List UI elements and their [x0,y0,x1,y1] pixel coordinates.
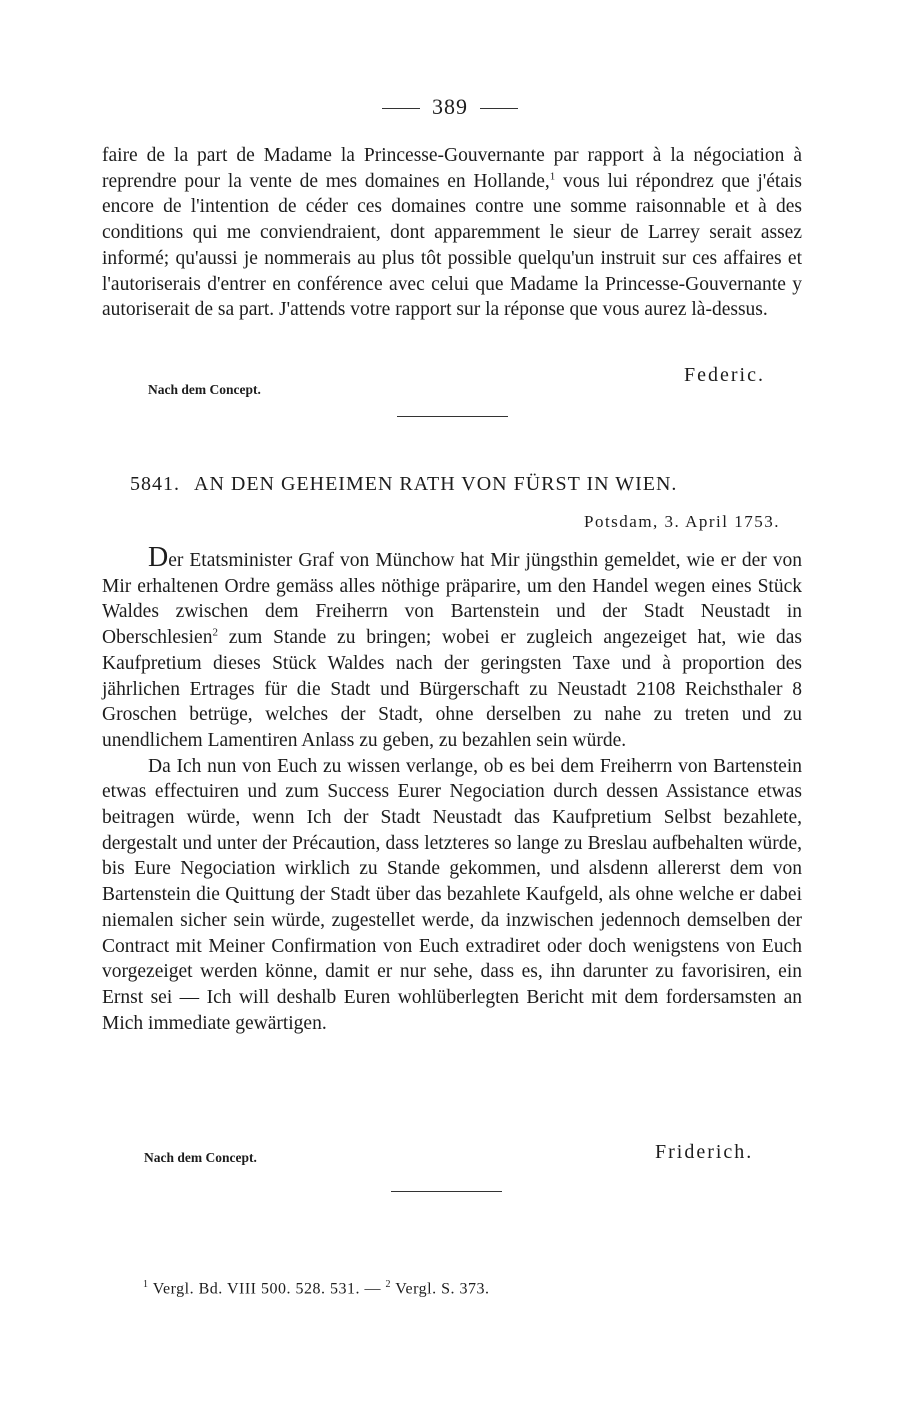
letter1-text-cont: vous lui répondrez que j'étais encore de l'intention de céder ces domaines contre une somme raisonnable et à des conditions qui me conviendraient, dont apparemment le sieur de Larrey serait assez informé; qu'aussi je nommerais au plus tôt possible quelqu'un instruit sur ces affaires et l'autoriserais d'entrer en conférence avec celui que Madame la Princesse-Gouvernante y autoriserait de sa part. J'attends votre rapport sur la réponse que vous aurez là-dessus. [102,170,802,321]
letter-title: AN DEN GEHEIMEN RATH VON FÜRST IN WIEN. [194,473,678,495]
letter-number: 5841. [130,473,180,495]
page-header [0,94,900,120]
footnote-ref-2: 2 [212,626,218,639]
place-date: Potsdam, 3. April 1753. [583,512,780,531]
separator-rule-2 [391,1191,502,1192]
header-dash-left [382,108,420,109]
letter1-text: faire de la part de Madame la Princesse-Gouvernante par rapport à la négociation à reprendre pour la vente de mes domaines en Hollande, [102,145,802,192]
footnote-ref-1: 1 [549,170,556,183]
separator-rule-1 [397,416,508,417]
letter1-body [102,143,802,323]
footnote-2-marker: 2 [385,1279,392,1290]
letter2-para1-cont: zum Stande zu bringen; wobei er zugleich angezeiget hat, wie das Kaufpretium dieses Stück Waldes nach der geringsten Taxe und à proportion des jährlichen Ertrages für die Stadt und Bürgerschaft zu Neustadt 2108 Reichsthaler 8 Groschen betrüge, welches der Stadt, ohne derselben zu nahe zu treten und zu unendlichem Lamentiren Anlass zu geben, zu bezahlen sein würde. [102,627,802,751]
letter1-source-note: Nach dem Concept. [148,382,261,397]
footnote-1-marker: 1 [143,1279,149,1290]
footnotes [143,1279,490,1298]
letter2-paragraph-2: Da Ich nun von Euch zu wissen verlange, ob es bei dem Freiherrn von Bartenstein etwas effectuiren und zum Success Eurer Negociation durch dessen Assistance etwas beitragen würde, wenn Ich der Stadt Neustadt das Kaufpretium Selbst bezahlete, dergestalt und unter der Précaution, dass letzteres so lange zu Breslau aufbehalten würde, bis Eure Negociation wirklich zu Stande gekommen, und alsdenn allererst dem von Bartenstein die Quittung der Stadt über das bezahlete Kaufgeld, als ohne welche er dabei niemalen sicher sein würde, zugestellet werde, da inzwischen jedennoch demselben der Contract mit Meiner Confirmation von Euch extradiret oder doch wenigstens von Euch vorgezeiget werden könne, damit er nur sehe, dass es, ihn darunter zu favorisiren, ein Ernst sei — Ich will deshalb Euren wohlüberlegten Bericht mit dem fordersamsten an Mich immediate gewärtigen. [102,755,802,1034]
letter2-signature: Friderich. [655,1141,754,1163]
letter1-paragraph [102,143,802,323]
footnote-2-text: Vergl. S. 373. [395,1280,490,1298]
letter2-para1-text: Der Etatsminister Graf von Münchow hat Mir jüngsthin gemeldet, wie er der von Mir erhaltenen Ordre gemäss alles nöthige präparire, um den Handel wegen eines Stück Waldes zwischen dem Freiherrn von Bartenstein und der Stadt Neustadt in Oberschlesien [102,542,802,649]
footnote-separator: — [364,1280,382,1298]
letter1-signature: Federic. [684,364,765,386]
letter2-heading [130,473,677,496]
page-number: 389 [432,94,468,119]
footnote-1-text: Vergl. Bd. VIII 500. 528. 531. [152,1280,361,1298]
letter2-source-note: Nach dem Concept. [144,1150,257,1165]
letter2-body [102,542,802,1036]
letter2-paragraph-1 [102,542,802,754]
header-dash-right [480,108,518,109]
